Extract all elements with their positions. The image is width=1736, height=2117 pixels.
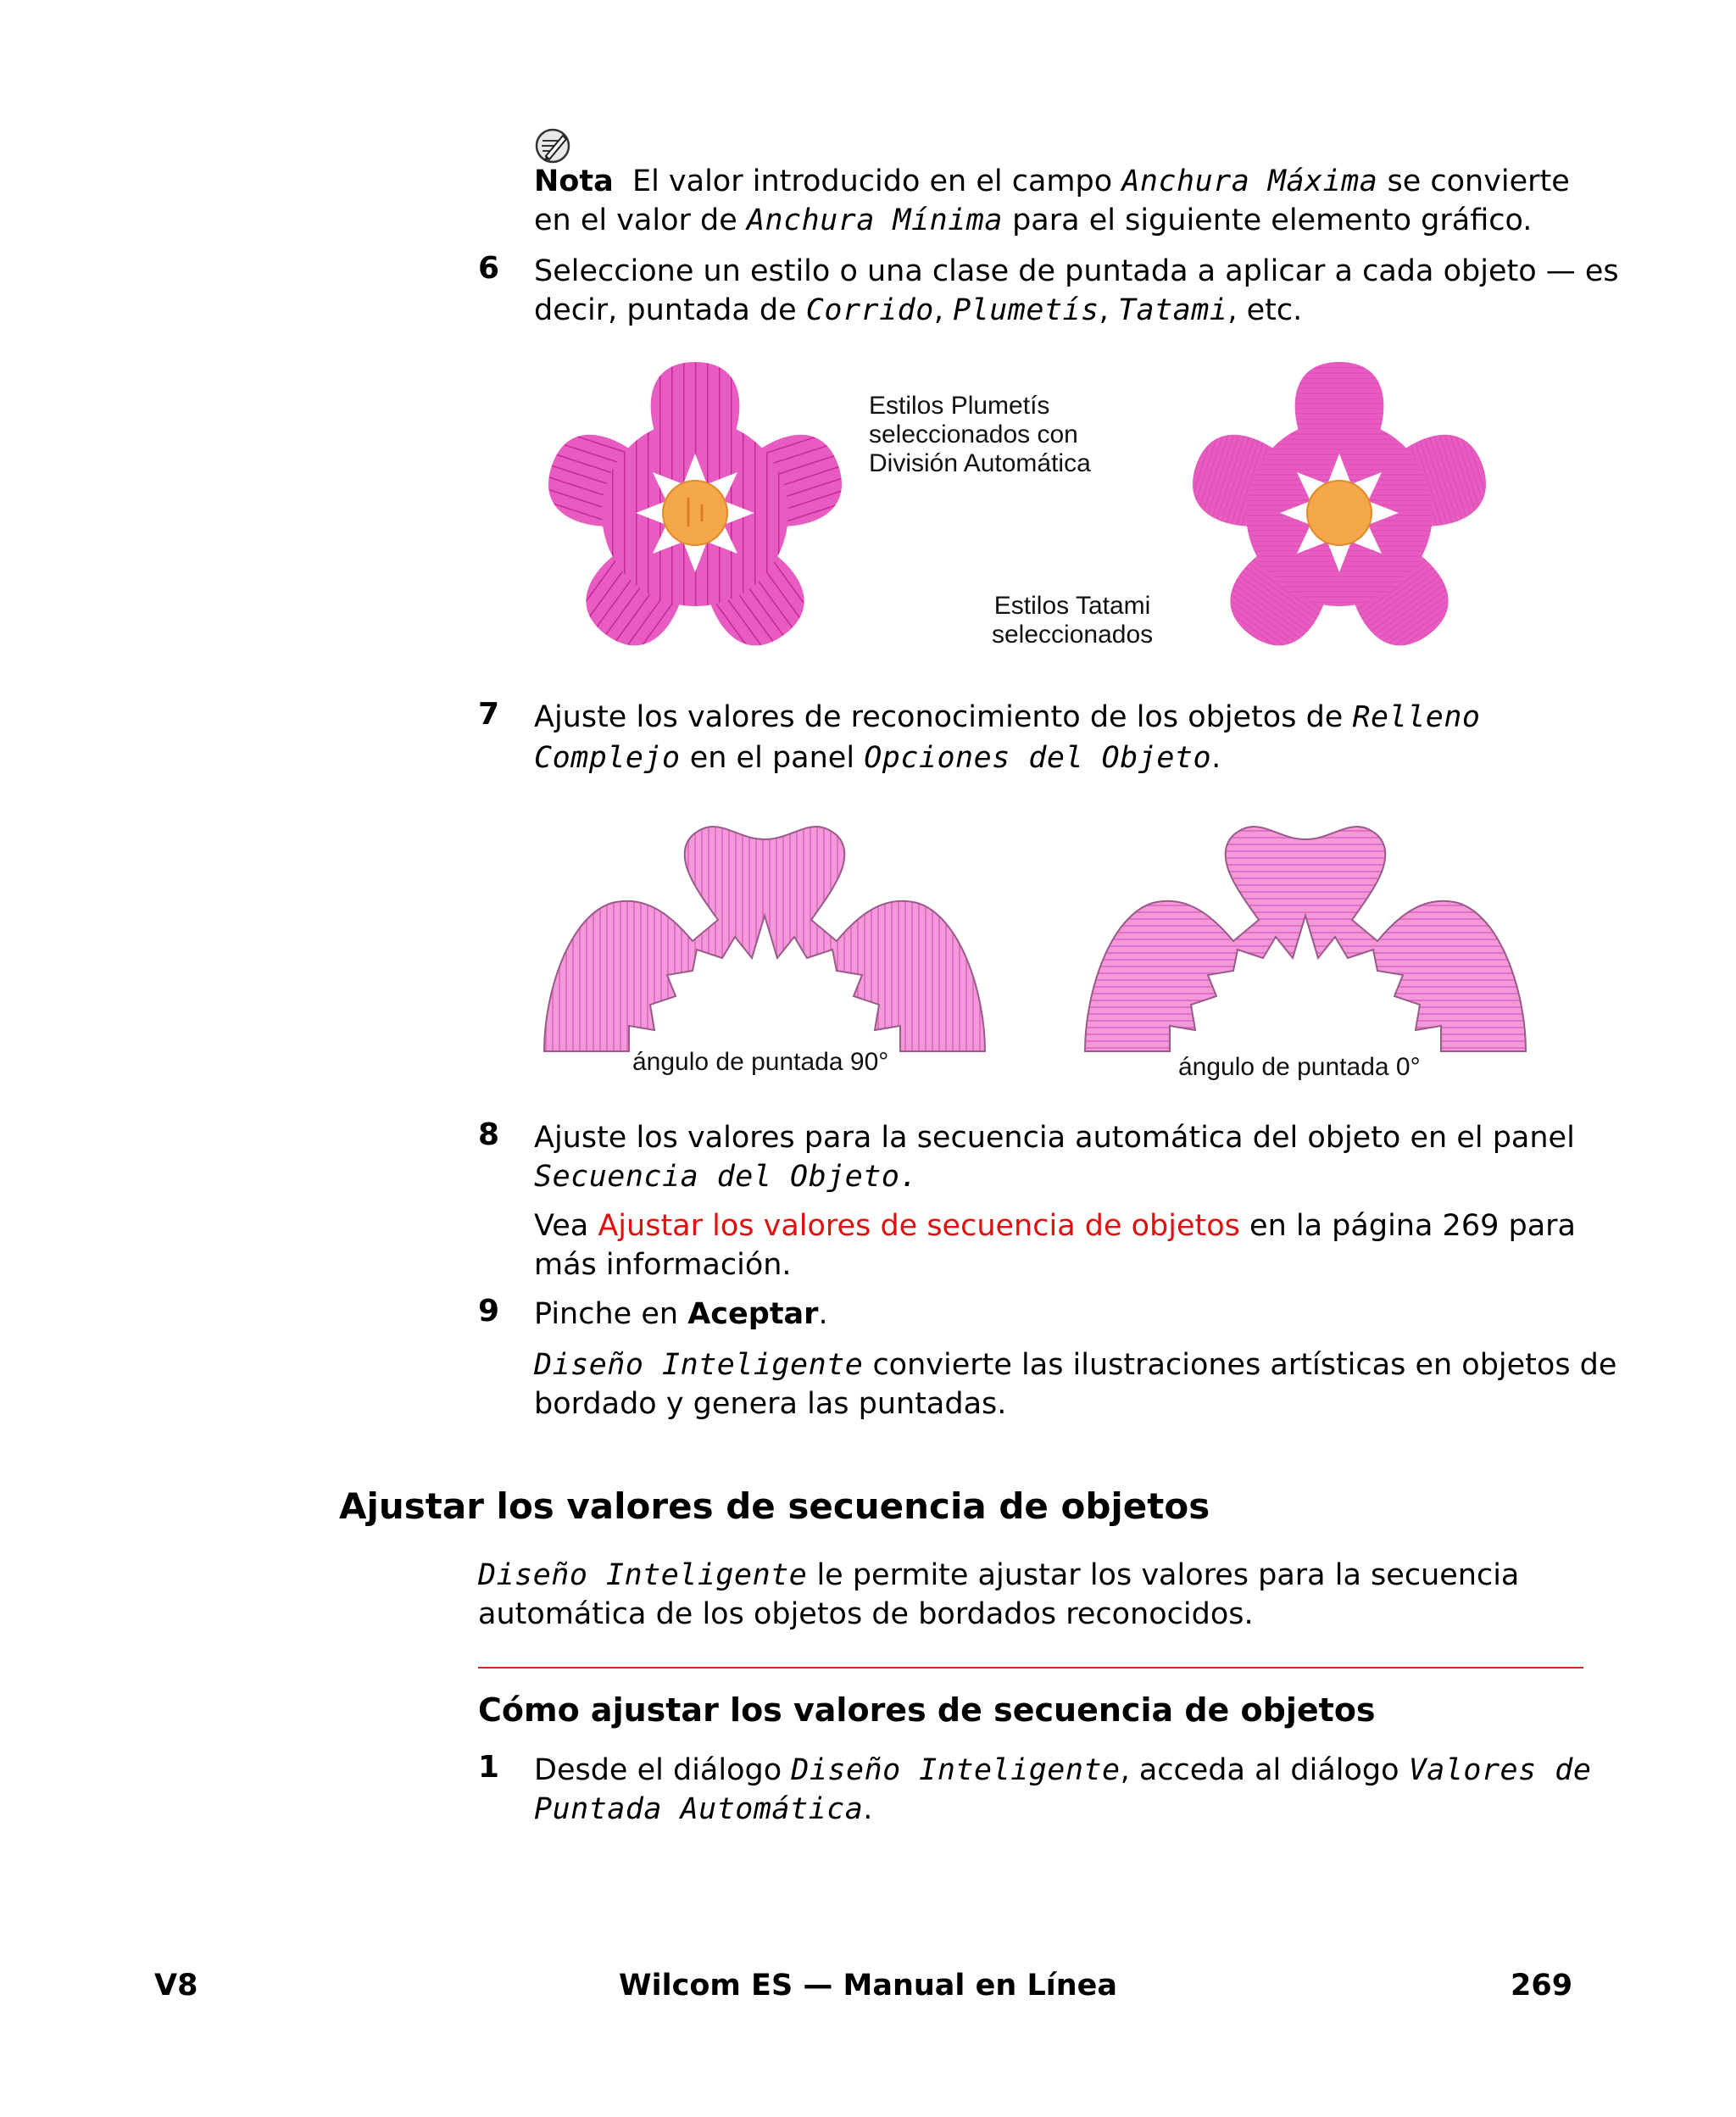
caption-line: seleccionados: [992, 621, 1154, 649]
caption-angle-90: ángulo de puntada 90°: [632, 1048, 889, 1076]
step8-line-3: [534, 1206, 1576, 1246]
step8-text: Ajuste los valores para la secuencia automática del objeto en el panel: [534, 1121, 1575, 1155]
note-line-2: [534, 200, 1532, 241]
step7-text: en el panel: [689, 741, 855, 775]
footer-version: V8: [154, 1969, 198, 2003]
complex-fill-label: Relleno: [1352, 700, 1481, 734]
stitch-type-satin: Plumetís: [953, 293, 1099, 327]
step8-line-1: [534, 1117, 1575, 1158]
figure-stitch-angle: [534, 805, 1568, 1085]
note-text: en el valor de: [534, 203, 737, 237]
section-text: le permite ajustar los valores para la secuencia: [816, 1558, 1520, 1592]
footer-page-number: 269: [1511, 1969, 1573, 2003]
partial-flower-illustration: [534, 805, 1568, 1085]
step6-line-1: [534, 251, 1619, 292]
note-field-max: Anchura Máxima: [1121, 164, 1378, 198]
step7-text: Ajuste los valores de reconocimiento de los objetos de: [534, 700, 1344, 734]
caption-line: Estilos Plumetís: [869, 392, 1050, 420]
step9-line-3: [534, 1384, 1006, 1424]
smart-design-dialog-ref: Diseño Inteligente: [791, 1753, 1121, 1787]
step-number: 1: [478, 1750, 500, 1785]
smart-design-ref: Diseño Inteligente: [534, 1348, 864, 1382]
auto-stitch-dialog-ref: Puntada Automática: [534, 1792, 864, 1826]
step7-text: .: [1211, 741, 1221, 775]
caption-tatami: [992, 592, 1153, 649]
step6-text: Seleccione un estilo o una clase de puntada a aplicar a cada objeto — es: [534, 254, 1619, 288]
step7-line-1: [534, 697, 1481, 738]
note-icon: [534, 127, 571, 164]
tatami-flower: [1182, 362, 1497, 661]
step9-text: bordado y genera las puntadas.: [534, 1387, 1007, 1421]
note-text: para el siguiente elemento gráfico.: [1012, 203, 1533, 237]
object-options-panel: Opciones del Objeto: [864, 741, 1212, 775]
howto-text: Desde el diálogo: [534, 1753, 782, 1787]
step6-line-2: [534, 290, 1302, 331]
step6-text: decir, puntada de: [534, 293, 797, 327]
step9-line-1: [534, 1294, 828, 1334]
caption-line: División Automática: [869, 449, 1091, 477]
partial-flower-0deg: [1085, 827, 1526, 1051]
comma: ,: [1099, 293, 1109, 327]
stitch-type-run: Corrido: [805, 293, 934, 327]
object-sequence-panel: Secuencia del Objeto.: [534, 1160, 919, 1194]
step9-text: .: [818, 1297, 828, 1331]
caption-satin: [869, 392, 1091, 478]
link-object-sequence[interactable]: Ajustar los valores de secuencia de objetos: [598, 1209, 1240, 1243]
caption-line: Estilos Tatami: [993, 592, 1151, 620]
note-line-1: [534, 161, 1570, 202]
note-field-min: Anchura Mínima: [746, 203, 1003, 237]
step6-text: , etc.: [1227, 293, 1303, 327]
smart-design-ref: Diseño Inteligente: [478, 1558, 808, 1592]
stitch-type-tatami: Tatami: [1117, 293, 1228, 327]
step9-text: Pinche en: [534, 1297, 679, 1331]
howto-text: , acceda al diálogo: [1120, 1753, 1399, 1787]
section-title: Ajustar los valores de secuencia de objetos: [339, 1485, 1210, 1527]
howto-line-1: [534, 1750, 1591, 1791]
section-text: automática de los objetos de bordados reconocidos.: [478, 1597, 1254, 1631]
step-number: 8: [478, 1117, 500, 1152]
partial-flower-90deg: [544, 827, 985, 1051]
note-text: El valor introducido en el campo: [632, 164, 1113, 198]
step-number: 6: [478, 251, 500, 286]
complex-fill-label: Complejo: [534, 741, 681, 775]
note-label: Nota: [534, 164, 614, 198]
comma: ,: [933, 293, 943, 327]
step8-line-4: [534, 1245, 792, 1285]
howto-title: Cómo ajustar los valores de secuencia de objetos: [478, 1691, 1376, 1729]
step8-text: más información.: [534, 1248, 792, 1282]
step8-text: en la página 269 para: [1249, 1209, 1576, 1243]
step9-line-2: [534, 1345, 1616, 1385]
howto-text: .: [863, 1792, 873, 1826]
caption-line: seleccionados con: [869, 421, 1078, 448]
step7-line-2: [534, 738, 1221, 778]
step-number: 7: [478, 697, 500, 732]
auto-stitch-dialog-ref: Valores de: [1408, 1753, 1592, 1787]
accept-button-ref: Aceptar: [687, 1297, 819, 1331]
howto-line-2: [534, 1789, 872, 1830]
step-number: 9: [478, 1294, 500, 1329]
caption-angle-0: ángulo de puntada 0°: [1178, 1053, 1421, 1081]
note-text: se convierte: [1387, 164, 1570, 198]
footer-title: Wilcom ES — Manual en Línea: [618, 1969, 1118, 2003]
note-pencil-icon: [534, 127, 571, 164]
section-line-2: [478, 1594, 1254, 1635]
section-line-1: [478, 1555, 1519, 1596]
section-divider: [478, 1667, 1583, 1669]
step8-text: Vea: [534, 1209, 589, 1243]
satin-flower: [538, 362, 853, 661]
step9-text: convierte las ilustraciones artísticas en objetos de: [872, 1348, 1617, 1382]
step8-line-2: [534, 1156, 918, 1197]
